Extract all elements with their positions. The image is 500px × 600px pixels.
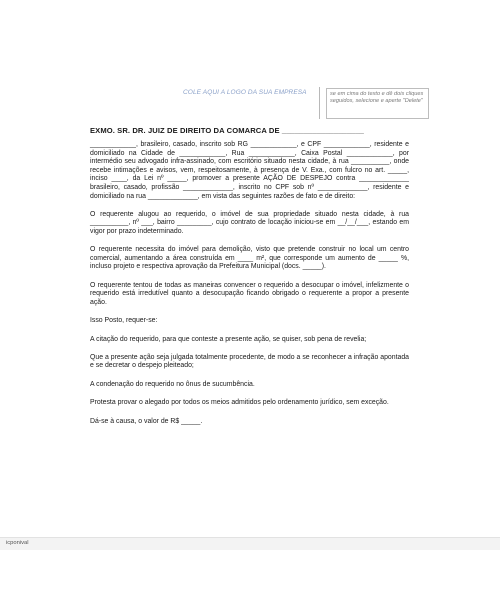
paragraph-claim-value: Dá-se à causa, o valor de R$ _____. <box>90 417 203 425</box>
paragraph-citation: A citação do requerido, para que conteste a presente ação, se quiser, sob pena de revelia; <box>90 335 367 343</box>
footer-bar <box>0 537 500 550</box>
logo-placeholder[interactable]: COLE AQUI A LOGO DA SUA EMPRESA <box>183 89 307 96</box>
paragraph-lease: O requerente alugou ao requerido, o imóvel de sua propriedade situado nesta cidade, à rua __________, nº ___, bairro _________, cujo contrato de locação iniciou-se em __/__/___, estando em vigor por prazo indeterminado. <box>90 210 409 235</box>
footer-label: icponival <box>6 540 29 546</box>
document-heading: EXMO. SR. DR. JUIZ DE DIREITO DA COMARCA DE ___________________ <box>90 126 365 135</box>
paragraph-requests-intro: Isso Posto, requer-se: <box>90 316 158 324</box>
document-body <box>90 141 409 436</box>
paragraph-demolition: O requerente necessita do imóvel para demolição, visto que pretende construir no local um centro comercial, aumentando a área construída em ____ m², que corresponde um aumento de _____ %, incluso projeto e respectiva aprovação da Prefeitura Municipal (docs. _____). <box>90 246 409 271</box>
paragraph-qualification: ____________, brasileiro, casado, inscrito sob RG ____________, e CPF ____________, residente e domiciliado na Cidade de ____________, Rua ____________, Caixa Postal ____________, por intermédio seu advogado infra-assinado, com escritório situado nesta cidade, à rua __________, onde recebe intimações e avisos, vem, respeitosamente, à presença de V. Exa., com fulcro no art. _____, inciso ____, da Lei nº _____, promover a presente AÇÃO DE DESPEJO contra _____________ brasileiro, casado, profissão _____________, inscrito no CPF sob nº _____________, residente e domiciliado na rua _____________, em vista das seguintes razões de fato e de direito: <box>90 141 409 200</box>
paragraph-costs: A condenação do requerido no ônus de sucumbência. <box>90 380 255 388</box>
paragraph-evidence: Protesta provar o alegado por todos os meios admitidos pelo ordenamento jurídico, sem exceção. <box>90 399 389 407</box>
logo-instruction-note: se em cima do texto e dê dois cliques seguidos, selecione e aperte "Delete" <box>326 88 429 119</box>
logo-divider <box>319 87 320 119</box>
paragraph-attempts: O requerente tentou de todas as maneiras convencer o requerido a desocupar o imóvel, infelizmente o requerido está irredutível quanto a desocupação ficando obrigado o requerente a propor a presente ação. <box>90 281 409 306</box>
paragraph-procedence: Que a presente ação seja julgada totalmente procedente, de modo a se reconhecer a infração apontada e se decretar o despejo pleiteado; <box>90 353 409 370</box>
